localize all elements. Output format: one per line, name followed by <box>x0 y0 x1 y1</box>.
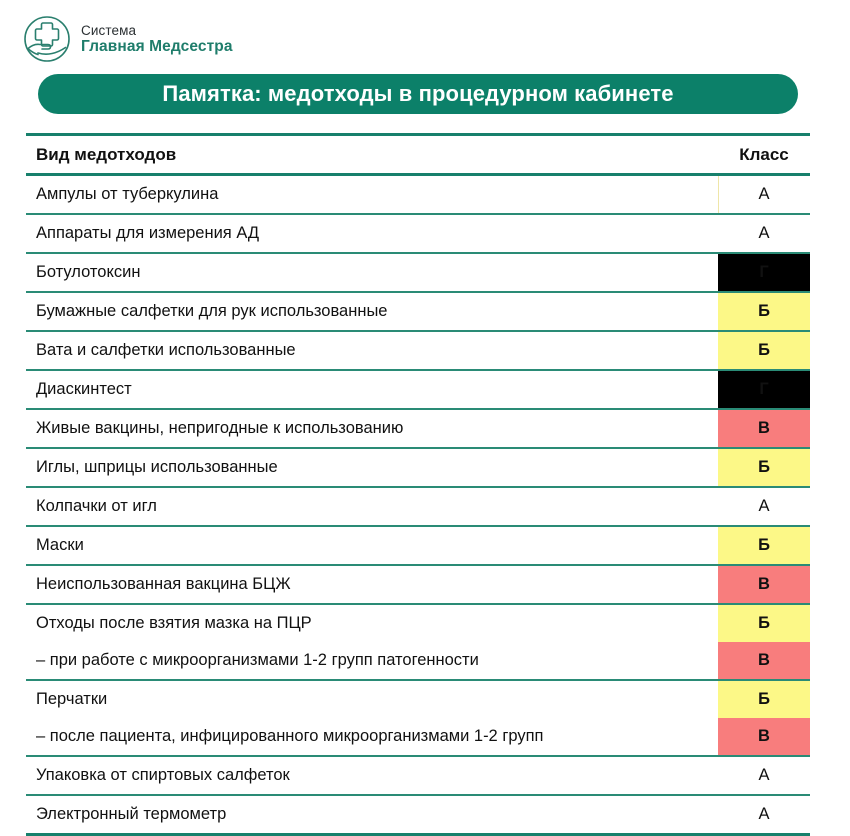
waste-type-cell: Маски <box>26 526 718 565</box>
waste-class-cell: А <box>718 795 810 834</box>
waste-type-cell: Отходы после взятия мазка на ПЦР <box>36 614 312 632</box>
table-row <box>26 795 810 834</box>
table-row <box>26 565 810 604</box>
brand-line-name: Главная Медсестра <box>81 37 233 55</box>
waste-class-cell: А <box>718 756 810 795</box>
page-title: Памятка: медотходы в процедурном кабинете <box>162 81 674 106</box>
table-row <box>26 292 810 331</box>
waste-class-cell: Б <box>718 292 810 331</box>
waste-type-cell: Диаскинтест <box>26 370 718 409</box>
waste-class-cell: Б <box>718 680 810 718</box>
waste-class-cell: В <box>718 718 810 756</box>
column-header-waste-type: Вид медотходов <box>26 135 718 175</box>
waste-class-cell: Г <box>718 370 810 409</box>
waste-class-cell: В <box>718 409 810 448</box>
waste-type-cell: Аппараты для измерения АД <box>26 214 718 253</box>
waste-type-cell: Неиспользованная вакцина БЦЖ <box>26 565 718 604</box>
waste-type-cell: Вата и салфетки использованные <box>26 331 718 370</box>
table-row <box>26 448 810 487</box>
waste-class-cell: А <box>718 487 810 526</box>
table-row <box>26 718 810 756</box>
waste-class-cell: А <box>718 175 810 215</box>
waste-classification-table <box>26 133 810 835</box>
table-row <box>26 680 810 718</box>
title-banner <box>38 74 798 114</box>
table-row <box>26 642 810 680</box>
table-row <box>26 756 810 795</box>
column-header-class: Класс <box>718 135 810 175</box>
waste-type-cell: – при работе с микроорганизмами 1-2 групп патогенности <box>26 642 718 680</box>
table-row <box>26 175 810 215</box>
waste-class-cell: Г <box>718 253 810 292</box>
waste-class-cell: А <box>718 214 810 253</box>
table-header-row <box>26 135 810 175</box>
waste-type-cell: Ампулы от туберкулина <box>26 175 718 215</box>
waste-type-cell: Живые вакцины, непригодные к использованию <box>26 409 718 448</box>
waste-type-cell: – после пациента, инфицированного микроорганизмами 1-2 групп <box>26 718 718 756</box>
waste-type-cell: Перчатки <box>36 690 108 708</box>
table-row <box>26 487 810 526</box>
waste-type-cell: Бумажные салфетки для рук использованные <box>26 292 718 331</box>
waste-class-cell: В <box>718 642 810 680</box>
waste-type-cell: Упаковка от спиртовых салфеток <box>26 756 718 795</box>
waste-class-cell: В <box>718 565 810 604</box>
table-row <box>26 526 810 565</box>
table-row <box>26 214 810 253</box>
waste-type-cell: Электронный термометр <box>26 795 718 834</box>
waste-type-cell: Ботулотоксин <box>26 253 718 292</box>
brand-logo <box>22 14 233 64</box>
table-body <box>26 175 810 835</box>
table-header <box>26 135 810 175</box>
table-row <box>26 253 810 292</box>
waste-class-cell: Б <box>718 448 810 487</box>
waste-type-cell: Колпачки от игл <box>26 487 718 526</box>
table-row <box>26 604 810 642</box>
waste-class-cell: Б <box>718 331 810 370</box>
table-row <box>26 409 810 448</box>
waste-class-cell: Б <box>718 526 810 565</box>
table-row <box>26 331 810 370</box>
waste-table-wrap <box>26 133 810 835</box>
table-row <box>26 370 810 409</box>
waste-class-cell: Б <box>718 604 810 642</box>
medical-cross-in-hand-circle-icon <box>22 14 72 64</box>
waste-type-cell: Иглы, шприцы использованные <box>26 448 718 487</box>
brand-line-system: Система <box>81 22 137 38</box>
brand-text <box>81 23 233 55</box>
